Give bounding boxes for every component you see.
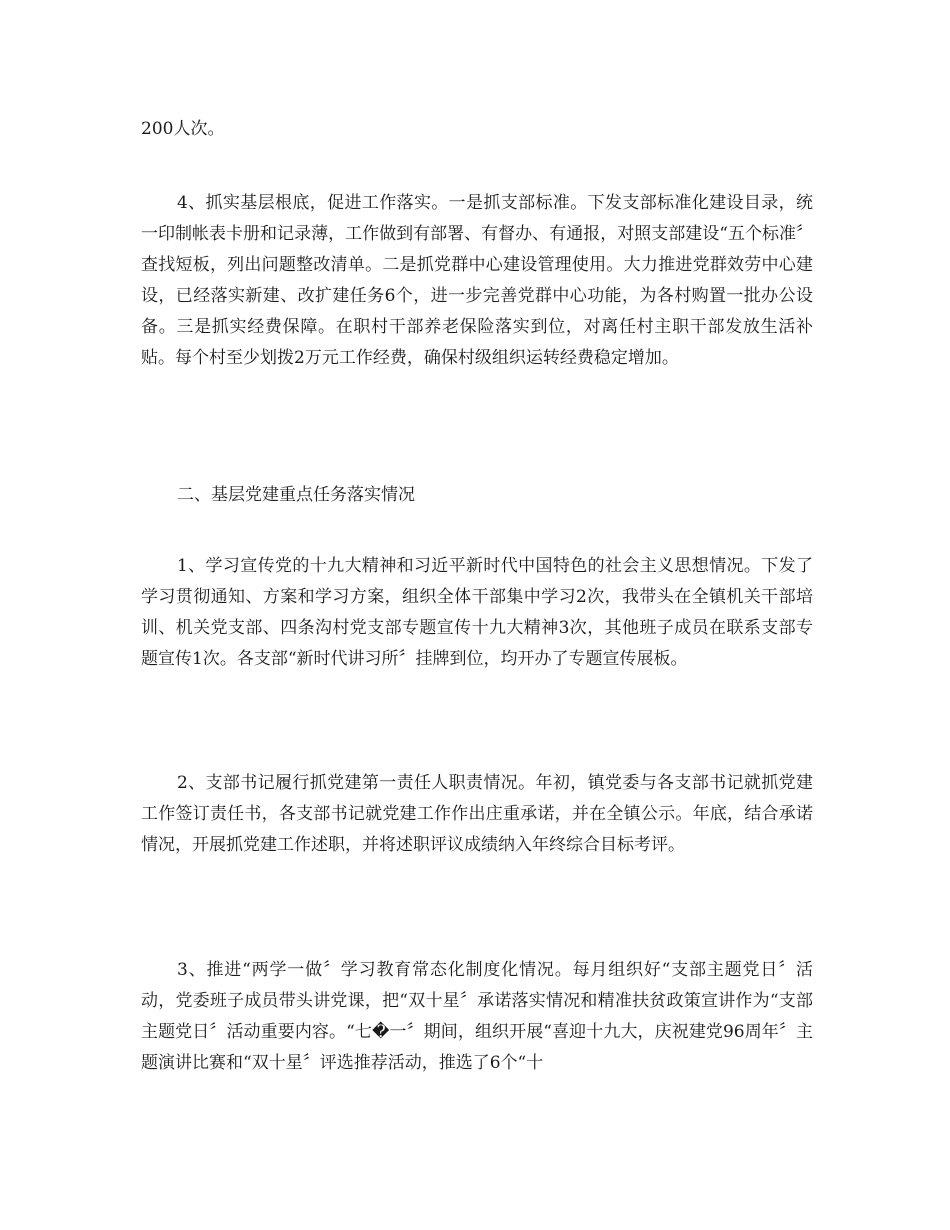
section-heading-2: 二、基层党建重点任务落实情况 [177, 485, 415, 505]
paragraph-item-3: 3、推进“两学一做〞学习教育常态化制度化情况。每月组织好“支部主题党日〞活动，党委班子成员带头讲党课，把“双十星〞承诺落实情况和精准扶贫政策宣讲作为“支部主题党日〞活动重要内容。“七�一〞期间，组织开展“喜迎十九大，庆祝建党96周年〞主题演讲比赛和“双十星〞评选推荐活动，推选了6个“十 [141, 960, 813, 1073]
paragraph-continuation: 200人次。 [141, 119, 225, 139]
paragraph-item-4: 4、抓实基层根底，促进工作落实。一是抓支部标准。下发支部标准化建设目录，统一印制帐表卡册和记录薄，工作做到有部署、有督办、有通报，对照支部建设“五个标准〞查找短板，列出问题整改清单。二是抓党群中心建设管理使用。大力推进党群效劳中心建设，已经落实新建、改扩建任务6个，进一步完善党群中心功能，为各村购置一批办公设备。三是抓实经费保障。在职村干部养老保险落实到位，对离任村主职干部发放生活补贴。每个村至少划拨2万元工作经费，确保村级组织运转经费稳定增加。 [141, 193, 813, 368]
paragraph-item-2: 2、支部书记履行抓党建第一责任人职责情况。年初，镇党委与各支部书记就抓党建工作签订责任书，各支部书记就党建工作作出庄重承诺，并在全镇公示。年底，结合承诺情况，开展抓党建工作述职，并将述职评议成绩纳入年终综合目标考评。 [141, 773, 813, 855]
paragraph-item-1: 1、学习宣传党的十九大精神和习近平新时代中国特色的社会主义思想情况。下发了学习贯彻通知、方案和学习方案，组织全体干部集中学习2次，我带头在全镇机关干部培训、机关党支部、四条沟村党支部专题宣传十九大精神3次，其他班子成员在联系支部专题宣传1次。各支部“新时代讲习所〞挂牌到位，均开办了专题宣传展板。 [141, 556, 813, 669]
